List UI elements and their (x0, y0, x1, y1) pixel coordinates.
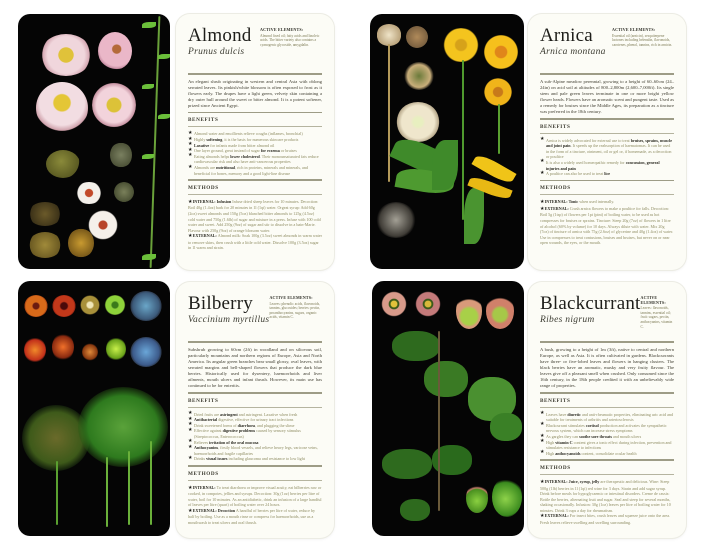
arnica-seedhead-icon (376, 24, 402, 46)
almond-flower-open-icon (92, 82, 136, 128)
active-elements-text: Leaves: phenolic acids, flavonoids, tannins, glucosides; berries: pectin, proanthocyanins, sugars, organic acids, vitamin C. (269, 301, 321, 320)
active-elements-label: ACTIVE ELEMENTS: (612, 27, 656, 32)
active-elements-text: Leaves: flavonoids, tannins, essential oil; fruit: sugars, pectin, anthocyanins, vitamin C. (640, 306, 673, 329)
arnica-stem-icon (498, 104, 500, 154)
divider (188, 465, 322, 467)
divider (188, 126, 322, 127)
blackcurrant-leaf-icon (392, 331, 440, 361)
divider (188, 407, 322, 408)
active-elements-text: Almond fixed oil; fatty acids and linoleic acids. The bitter variety also contains a cyanogenic glycoside, amygdalin. (260, 33, 320, 47)
arnica-stem-icon (462, 60, 464, 220)
benefit-item: ★ Effective against digestive problems caused by sensory stimulus (Streptococcus, Enterococcus) (188, 426, 301, 440)
almond-flower-icon (40, 34, 92, 76)
benefit-item: ★ Highly softening, it is the basis for numerous skincare products (188, 135, 299, 143)
active-elements (269, 296, 322, 320)
star-bullet-icon: ★ (188, 454, 193, 461)
arnica-stalk-icon (388, 44, 390, 182)
almond-blossom-icon (74, 182, 104, 204)
divider (540, 407, 674, 408)
divider (188, 392, 322, 394)
card-header (188, 26, 322, 70)
star-bullet-icon: ★ (188, 163, 193, 170)
arnica-flower-icon (440, 28, 482, 62)
blackcurrant-branch-icon (438, 331, 440, 511)
benefit-item: ★ Anthocyanins, firstly blood vessels, and relieve heavy legs, varicose veins, haemorrhoids and fragile capillaries (188, 443, 318, 456)
benefit-item: ★ Blackcurrant stimulates cortisol production and activates the sympathetic nervous system, which can increase stress symptoms (540, 421, 667, 434)
almond-leaf-icon (142, 84, 154, 89)
divider (540, 194, 674, 195)
benefits-list (188, 131, 322, 176)
almond-drupe-small-icon (110, 142, 132, 168)
active-elements (260, 28, 322, 47)
method-item: ★INTERNAL: Tonic when used internally. (540, 199, 615, 206)
divider (188, 73, 322, 75)
bilberry-shrub-icon (78, 387, 168, 467)
benefit-item: ★ Dried fruits are astringent and astringent. Laxative when fresh (188, 410, 298, 417)
method-item: ★EXTERNAL: Crush arnica flowers to make a poultice for falls. Decoction: Boil 5g (1tsp) of flowers per 1pt (pint) of boiling water, to be used as hot compresses for bruises or sprains. Tincture: Steep 20g (7oz) of flowers in 1 litre of alcohol (60% by volume) for 10 days. Always dilute with water. Mix 20g (7oz) of tincture of arnica with 75g (2.6oz) of glycerine and 40g (1.4oz) of water. Use in compresses to treat contusions, bruises and bruises, but never on or near open wounds, the eyes, or the mouth. (540, 205, 674, 246)
methods-heading: METHODS (540, 464, 571, 471)
benefit-item: ★ High vitamin C content gives a tonic effect during infection, prevention and stimulates resistance to infections (540, 438, 672, 451)
almond-leaf-icon (158, 114, 170, 119)
bilberry-flower-icon (82, 343, 98, 361)
bilberry-berry-section-icon (24, 295, 48, 317)
star-bullet-icon: ★ (540, 169, 545, 176)
almond-leaf-icon (142, 22, 156, 28)
card-header (540, 26, 674, 70)
divider (188, 194, 322, 195)
plant-title: Bilberry (188, 293, 253, 314)
method-item: ★EXTERNAL: For insect bites, crush leaves and squeeze juice onto the area. Fresh leaves relieve swelling and swelling surrounding. (540, 513, 671, 526)
star-bullet-icon: ★ (188, 233, 193, 240)
star-bullet-icon: ★ (188, 141, 193, 148)
star-bullet-icon: ★ (188, 443, 193, 450)
benefits-list (540, 412, 674, 457)
arnica-pappus-icon (396, 102, 440, 142)
bilberry-unripe-icon (104, 295, 126, 315)
bilberry-berry-section-icon (52, 295, 76, 317)
arnica-head-section-icon (404, 62, 434, 90)
blackcurrant-leaf-icon (424, 361, 468, 397)
card-header (540, 294, 674, 338)
divider (188, 179, 322, 181)
divider (188, 480, 322, 481)
arnica-achene-icon (376, 202, 416, 238)
plant-description: An elegant shrub originating in western and central Asia with oblong serrated leaves. Its pinkish/white blossom is often exposed to frost as it flowers early. The drupes have a light green, velvety skin containing a dry outer hull around the sweet or bitter almond. It is a potent softener, prized since Ancient Egypt. (188, 78, 322, 108)
star-bullet-icon: ★ (188, 152, 193, 159)
star-bullet-icon: ★ (540, 199, 545, 206)
benefits-heading: BENEFITS (188, 117, 219, 124)
star-bullet-icon: ★ (540, 205, 545, 212)
benefit-item: ★ Relieves irritation of the oral mucosa (188, 438, 259, 445)
plant-title: Blackcurrant (540, 293, 641, 314)
methods-list (188, 199, 322, 251)
benefit-item: ★ Arnica is widely advocated for external use to treat bruises, sprains, muscle and joint pain. It speeds up the reabsorption of haematomas. It can be used in the form of a tincture, ointment, oil or gel or, if homemade, as a decoction or poultice (540, 136, 673, 160)
almond-blossom-icon (86, 210, 120, 240)
methods-heading: METHODS (188, 470, 219, 477)
star-bullet-icon: ★ (540, 432, 545, 439)
star-bullet-icon: ★ (540, 449, 545, 456)
star-bullet-icon: ★ (540, 513, 545, 520)
method-item: ★INTERNAL: To treat diarrhoea or improve visual acuity, eat bilberries raw or cooked, in compotes, jellies and syrups. Decoction: 30g (1oz) berries per litre of water, boil for 10 minutes. As an antidiabetic, drink an infusion of a large handful of leaves per litre (quart) of boiling water over 24 hours. (188, 484, 322, 508)
divider (540, 459, 674, 461)
star-bullet-icon: ★ (188, 421, 193, 428)
bilberry-stem-icon (128, 451, 130, 525)
benefit-item: ★ Drinks visual issues including glaucoma and resistance to low light (188, 454, 305, 462)
bilberry-berry-icon (24, 337, 46, 363)
bilberry-info-card (176, 282, 334, 538)
almond-nut-icon (28, 232, 62, 258)
benefits-heading: BENEFITS (540, 123, 571, 130)
benefit-item: ★ High anthocyanoids content, consolidate ocular health (540, 449, 637, 456)
active-elements-label: ACTIVE ELEMENTS: (260, 27, 304, 32)
active-elements (612, 28, 674, 47)
divider (540, 73, 674, 75)
star-bullet-icon: ★ (188, 484, 193, 491)
bilberry-stem-icon (150, 441, 152, 525)
plant-latin-name: Ribes nigrum (540, 315, 595, 325)
almond-info-card (176, 14, 334, 270)
active-elements-label: ACTIVE ELEMENTS: (269, 295, 313, 300)
star-bullet-icon: ★ (540, 158, 545, 165)
active-elements (641, 296, 674, 329)
star-bullet-icon: ★ (540, 410, 545, 417)
star-bullet-icon: ★ (188, 438, 193, 445)
active-elements-text: Essential oil (arnicin), sesquiterpene lactones including helenalin, flavonoids, carotenes, phenol, tannins, rich in arnicin. (612, 33, 673, 47)
bilberry-ripe-icon (130, 291, 162, 321)
star-bullet-icon: ★ (188, 146, 193, 153)
almond-drupe-icon (46, 150, 80, 178)
method-item: ★EXTERNAL: Almond milk: Soak 100g (3.5oz) sweet almonds in warm water to remove skins, then crush with a little cold water. Dissolve 100g (3.5oz) sugar in 1l warm and strain. (188, 233, 322, 251)
bilberry-stem-icon (56, 461, 58, 525)
star-bullet-icon: ★ (188, 410, 193, 417)
arnica-dried-head-icon (406, 26, 428, 48)
blackcurrant-flower-icon (414, 291, 442, 317)
almond-leaf-icon (142, 254, 156, 260)
almond-shell-icon (28, 202, 62, 226)
card-header (188, 294, 322, 338)
plant-description: A sub-Alpine meadow perennial, growing to a height of 60–60cm (24–24in) on acid soil at altitudes of 800–2,800m (2,600–7,000ft). Its single stem and pale green leaves terminate in one or more bright yellow flower heads. Flowers have an aromatic scent and pungent taste. Used as a remedy for bruises since the Middle Ages, its preparation as a tincture was preferred in the 18th century. (540, 78, 674, 114)
method-item: ★INTERNAL: Infusion Infuse dried sheep leaves for 10 minutes. Decoction: Boil 40g (1.4oz) bark for 20 minutes in 1l (1qt) water. Orgeat syrup: Add 60g (2oz) sweet almonds and 150g (5oz) blanched bitter almonds to 125g (4.5oz) cold water and 750g (1.6lb) of sugar and mixture in a press. Infuse with 100 cold water and sweet. Add 250g (9oz) of sugar and stir to dissolve in a bain-Marie. Flavour with 250g (9oz) of orange blossom water. (188, 198, 321, 233)
star-bullet-icon: ★ (540, 136, 545, 143)
divider (188, 341, 322, 343)
bilberry-blue-berry-icon (130, 337, 162, 367)
divider (188, 112, 322, 114)
arnica-leaf-icon (432, 140, 458, 190)
benefits-list (540, 138, 674, 177)
bilberry-calyx-icon (80, 295, 100, 315)
almond-photo (18, 14, 170, 269)
methods-heading: METHODS (188, 184, 219, 191)
method-item: ★EXTERNAL: Decoction A handful of berries per litre of water, reduce by half by boiling. Use as a mouth rinse or compress for haemorrhoids, use as a mouthwash to treat ulcers and oral thrush. (188, 507, 316, 526)
benefits-heading: BENEFITS (188, 397, 219, 404)
benefit-item: ★ Almonds are nutritional, rich in proteins, minerals and minerals, and beneficial for bones, memory and a good light-line disease (188, 163, 308, 176)
blackcurrant-leaf-icon (400, 499, 430, 521)
arnica-flower-icon (482, 78, 514, 106)
star-bullet-icon: ★ (540, 478, 545, 485)
benefit-item: ★ Laxative for infants made from bitter almond oil (188, 141, 275, 148)
star-bullet-icon: ★ (188, 129, 193, 136)
star-bullet-icon: ★ (540, 421, 545, 428)
star-bullet-icon: ★ (188, 507, 193, 514)
almond-bud-icon (98, 32, 132, 70)
blackcurrant-flower-side-icon (486, 293, 514, 329)
plant-latin-name: Prunus dulcis (188, 47, 245, 57)
benefit-item: ★ It is also a widely used homeopathic remedy for concussion, general injuries and pain (540, 158, 660, 171)
benefit-item: ★ Leaves have diuretic and anti-rheumatic properties, eliminating uric acid and suitable for treatments of arthritis and arteriosclerosis (540, 410, 674, 423)
benefits-heading: BENEFITS (540, 397, 571, 404)
star-bullet-icon: ★ (188, 415, 193, 422)
blackcurrant-berry-unripe-icon (466, 483, 488, 513)
almond-leaf-icon (158, 54, 170, 59)
blackcurrant-photo (372, 281, 524, 536)
divider (540, 341, 674, 343)
divider (540, 392, 674, 394)
star-bullet-icon: ★ (188, 135, 193, 142)
methods-heading: METHODS (540, 185, 571, 192)
almond-flower-section-icon (36, 82, 88, 134)
benefit-item: ★ Almond water and emollients relieve coughs (inflames, bronchial) (188, 129, 303, 137)
divider (540, 474, 674, 475)
plant-latin-name: Vaccinium myrtillus (188, 315, 270, 325)
benefit-item: ★ Eating almonds helps lower cholesterol. Their monounsaturated fats reduce cardiovascular risk and also have anti-cancerous properties (188, 152, 319, 165)
arnica-flower-icon (482, 34, 520, 70)
bilberry-stem-icon (106, 457, 108, 527)
divider (540, 133, 674, 134)
method-item: ★INTERNAL: Juice, syrup, jelly are therapeutic and delicious. Wine: Steep 500g (1lb) berries in 1l (1qt) red wine for 3 days. Strain and add sugar syrup. Drink before meals for hypoglycaemic or intestinal disorders. Creme de cassis: Bottle the berries, alternating fruit and sugar. Seal and steep for several months, shaking occasionally. Infusion: 30g (1oz) leaves per litre of boiling water for 10 minutes. Drink 3 cups a day for rheumatism. (540, 478, 671, 513)
bilberry-berry-icon (52, 333, 74, 361)
divider (540, 118, 674, 120)
arnica-photo (370, 14, 524, 269)
methods-list (188, 485, 322, 526)
divider (540, 180, 674, 182)
plant-description: A bush, growing to a height of 1m (3ft), native to central and northern Europe, as well as Asia. It is often cultivated in gardens. Blackcurrants have three- or five-lobed leaves and flowers in hanging clusters. The black berries have an aromatic, musky and very fruity flavour. The leaves give off a pleasant smell when crushed. Only consumed since the 16th century, in the 18th people credited it with an unbelievably wide range of properties. (540, 346, 674, 389)
methods-list (540, 479, 674, 526)
arnica-info-card (528, 14, 686, 270)
almond-drupe-green-icon (114, 182, 134, 202)
benefits-list (188, 412, 322, 462)
blackcurrant-flower-icon (380, 291, 408, 317)
blackcurrant-flower-side-icon (456, 293, 482, 329)
plant-title: Almond (188, 25, 252, 46)
almond-leaf-icon (142, 154, 154, 159)
blackcurrant-info-card (528, 282, 686, 538)
blackcurrant-berry-icon (492, 477, 522, 517)
arnica-leaf-icon (464, 188, 484, 244)
methods-list (540, 199, 674, 246)
plant-description: Subshrub growing to 60cm (2ft) in woodland and on siliceous soil, particularly mountains and northern regions of Europe, Asia and North America. Its angular green branches bear small glossy, oval leaves, with serrated margins and bell-shaped flowers that produce the dark blue berries. Historically used for dysentery, haemorrhoids and liver ailments, mouth ulcers and infant thrush. However, its main use has continued to be for enteritis. (188, 346, 322, 389)
benefit-item: ★ Drink sweetened forms of diarrhoea, and plugging the slime (188, 421, 295, 428)
benefit-item: ★ A poultice can also be used to treat lice (540, 169, 611, 177)
benefit-item: ★ As gargles they can soothe sore throats and mouth ulcers (540, 432, 642, 440)
star-bullet-icon: ★ (188, 198, 193, 205)
benefit-item: ★ One layer ground, great instead of sugar for eczema or bruises (188, 146, 297, 154)
bilberry-photo (18, 281, 170, 536)
star-bullet-icon: ★ (540, 438, 545, 445)
bilberry-green-berry-icon (106, 337, 126, 361)
active-elements-label: ACTIVE ELEMENTS: (640, 295, 666, 305)
benefit-item: ★ Antibacterial digestive, effective for urinary tract infections (188, 415, 294, 423)
star-bullet-icon: ★ (188, 426, 193, 433)
plant-latin-name: Arnica montana (540, 47, 606, 57)
blackcurrant-leaf-icon (490, 413, 522, 441)
blackcurrant-leaf-icon (382, 449, 432, 479)
plant-title: Arnica (540, 25, 593, 46)
